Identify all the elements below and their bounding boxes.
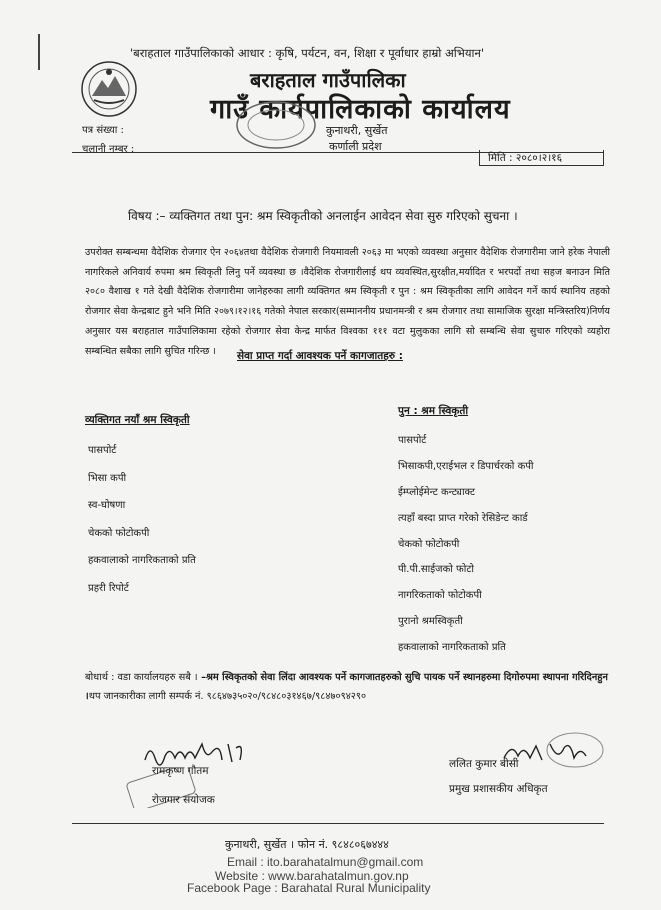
subject-line: विषय :– व्यक्तिगत तथा पुन: श्रम स्विकृतीको अनलाईन आवेदन सेवा सुरु गरिएको सुचना ।: [128, 209, 518, 223]
list-item: नागरिकताको फोटोकपी: [398, 590, 482, 602]
list-item: हकवालाको नागरिकताको प्रति: [398, 642, 506, 654]
list-item: पी.पी.साईजको फोटो: [398, 564, 474, 576]
note-instruction: –श्रम स्विकृतको सेवा लिंदा आवश्यक पर्ने कागजातहरुको सुचि पायक पर्ने स्थानहरुमा दिगोरुपमा स्थापना गरिदिनहुन ।: [85, 672, 608, 702]
note-contact: थप जानकारीका लागी सम्पर्क नं. ९८६४७३५०२०/९८४८०३१४६७/९८४७०९४२९०: [88, 691, 367, 702]
left-signatory-title: रोजगार संयोजक: [152, 794, 215, 806]
list-item: स्व-घोषणा: [88, 500, 126, 511]
dispatch-number-label: चलानी नम्बर :: [82, 144, 135, 155]
list-item: ईम्प्लोईमेन्ट कन्ट्याक्ट: [398, 486, 476, 498]
body-paragraph: उपरोक्त सम्बन्धमा वैदेशिक रोजगार ऐन २०६४तथा वैदेशिक रोजगारी नियमावली २०६३ मा भएको व्यवस्था अनुसार वैदेशिक रोजगारीमा जाने हरेक नेपाली नागरिकले अनिवार्य रुपमा श्रम स्विकृती लिनु पर्ने व्यवस्था छ ।वैदेशिक रोजगारीलाई थप व्यवस्थित,सुरक्षीत,मर्यादित र भरपर्दो तथा सहज बनाउन मिति २०८० वैशाख १ गते देखी वैदेशिक रोजगारीमा जानेहरुका लागी व्यक्तिगत श्रम स्विकृती र पुन : श्रम स्विकृतीका लागि आवेदन गर्ने कार्य स्थानिय तहको रोजगार सेवा केन्द्रबाट हुने भनि मिति २०७९।१२।१६ गतेको नेपाल सरकार(सम्माननीय प्रधानमन्त्री र श्रम रोजगार तथा सामाजिक सुरक्षा मन्त्रिस्तरिय)निर्णय अनुसार यस बराहताल गाउँपालिकामा रहेको रोजगार सेवा केन्द्र मार्फत विश्वका १११ वटा मुलुकका लागि सो सम्बन्धि सेवा सुचारु गरिएको व्यहोरा सम्बन्धित सबैका लागि सुचित गरिन्छ ।: [85, 247, 610, 357]
footer-website: Website : www.barahatalmun.gov.np: [215, 869, 409, 883]
office-name: गाउँ कार्यपालिकाको कार्यालय: [210, 94, 511, 125]
address-line-2: कर्णाली प्रदेश: [329, 140, 382, 153]
slogan: 'बराहताल गाउँपालिकाको आधार : कृषि, पर्यटन, वन, शिक्षा र पूर्वाधार हाम्रो अभियान': [130, 46, 485, 60]
copy-to-note: [85, 668, 610, 706]
documents-heading: सेवा प्राप्त गर्दा आवश्यक पर्ने कागजातहरु :: [237, 350, 403, 362]
address-line-1: कुनाथरी, सुर्खेत: [326, 124, 388, 137]
renewal-permit-heading: पुन : श्रम स्विकृती: [398, 405, 469, 417]
footer-facebook: Facebook Page : Barahatal Rural Municipality: [187, 881, 431, 895]
left-signatory-name: रामकृष्ण गौतम: [152, 765, 209, 777]
footer-rule: [72, 823, 604, 824]
list-item: प्रहरी रिपोर्ट: [88, 582, 129, 594]
org-name: बराहताल गाउँपालिका: [250, 68, 406, 92]
personal-documents-list: [88, 442, 196, 607]
list-item: पासपोर्ट: [88, 445, 117, 456]
right-signatory-name: ललित कुमार बीसी: [449, 758, 519, 770]
footer-address: कुनाथरी, सुर्खेत । फोन नं. ९८४८०६७४४४: [225, 838, 389, 851]
list-item: पासपोर्ट: [398, 435, 427, 446]
footer-email: Email : ito.barahatalmun@gmail.com: [227, 855, 424, 869]
right-signatory-title: प्रमुख प्रशासकीय अधिकृत: [449, 783, 548, 795]
officer-stamp: [545, 730, 605, 770]
list-item: चेकको फोटोकपी: [398, 538, 460, 550]
letter-date: मिति : २०८०।२।१६: [479, 150, 604, 166]
list-item: भिसाकपी,एराईभल र डिपार्चरको कपी: [398, 460, 534, 472]
note-prefix: बोधार्थ : वडा कार्यालयहरु सबै ।: [85, 672, 198, 683]
list-item: हकवालाको नागरिकताको प्रति: [88, 555, 196, 566]
margin-mark: [38, 34, 40, 70]
emblem-logo: [80, 60, 138, 118]
list-item: भिसा कपी: [88, 472, 127, 484]
list-item: चेकको फोटोकपी: [88, 527, 150, 539]
office-stamp: [235, 100, 317, 150]
list-item: पुरानो श्रमस्विकृती: [398, 616, 463, 628]
personal-permit-heading: व्यक्तिगत नयाँ श्रम स्विकृती: [85, 414, 190, 426]
list-item: त्यहाँ बस्दा प्राप्त गरेको रेसिडेन्ट कार्ड: [398, 512, 528, 524]
reference-number-label: पत्र संख्या :: [82, 125, 124, 136]
renewal-documents-list: [398, 432, 534, 665]
